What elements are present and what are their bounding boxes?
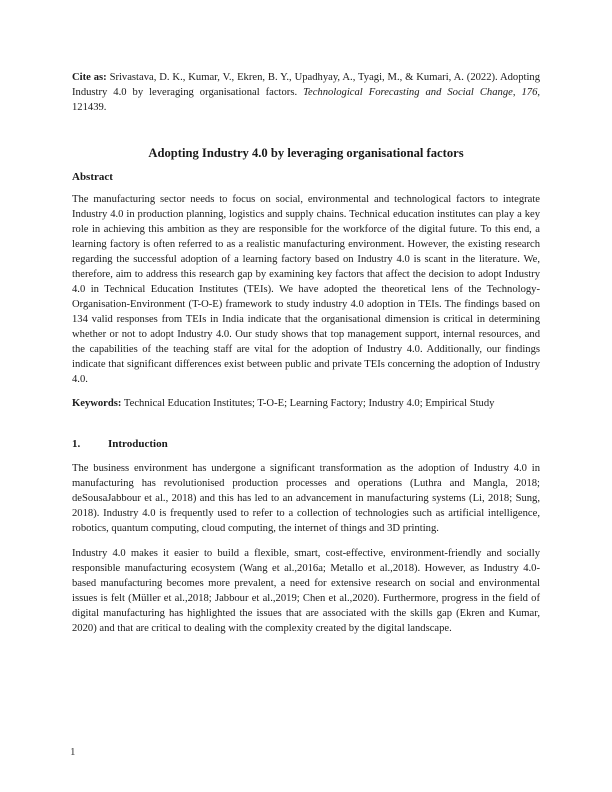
- keywords-text: Technical Education Institutes; T-O-E; Learning Factory; Industry 4.0; Empirical Study: [121, 398, 495, 409]
- citation-volume: 176: [521, 87, 538, 98]
- intro-paragraph-1: The business environment has undergone a significant transformation as the adoption of Industry 4.0 in manufacturing has revolutionised production processes and operations (Luthra and Mangla, 2018; deSousaJabbour et al., 2018) and this has led to an advancement in manufacturing systems (Li, 2018; Sung, 2018). Industry 4.0 is frequently used to refer to a collection of technologies such as artificial intelligence, robotics, quantum computing, cloud computing, the internet of things and 3D printing.: [72, 463, 540, 534]
- page-number: 1: [70, 746, 76, 758]
- keywords: [72, 396, 540, 411]
- citation-sep: ,: [512, 87, 522, 98]
- citation-label: Cite as:: [72, 72, 107, 83]
- citation-authors: Srivastava, D. K., Kumar, V., Ekren, B. Y., Upadhyay, A., Tyagi, M., & Kumari, A. (2022). Adopting Industry 4.0 by leveraging organisational factors.: [72, 72, 541, 98]
- section-number: 1.: [72, 438, 81, 450]
- abstract-heading: Abstract: [72, 171, 113, 183]
- citation-pages: , 121439.: [72, 87, 541, 113]
- section-heading-introduction: [72, 437, 540, 452]
- paper-title: Adopting Industry 4.0 by leveraging organisational factors: [148, 146, 464, 160]
- keywords-label: Keywords:: [72, 398, 122, 409]
- intro-paragraph-2: Industry 4.0 makes it easier to build a flexible, smart, cost-effective, environment-friendly and socially responsible manufacturing ecosystem (Wang et al.,2016a; Metallo et al.,2018). However, as Industry 4.0-based manufacturing becomes more prevalent, a need for extensive research on social and environmental issues is felt (Müller et al.,2018; Jabbour et al.,2019; Chen et al.,2020). Furthermore, progress in the field of digital manufacturing has highlighted the issues that are associated with the skills gap (Ekren and Kumar, 2020) and that are critical to dealing with the complexity created by the digital landscape.: [72, 548, 540, 634]
- section-title: Introduction: [108, 438, 168, 450]
- abstract-text: The manufacturing sector needs to focus on social, environmental and technological factors to integrate Industry 4.0 in production planning, logistics and supply chains. Technical education institutes can play a key role in achieving this ambition as they are responsible for the workforce of the digital future. To this end, a learning factory is often referred to as a realistic manufacturing environment. However, the existing research regarding the successful adoption of a learning factory based on Industry 4.0 is scant in the literature. We, therefore, aim to address this research gap by examining key factors that affect the decision to adopt Industry 4.0 in Technical Education Institutes (TEIs). We have adopted the theoretical lens of the Technology-Organisation-Environment (T-O-E) framework to study industry 4.0 adoption in TEIs. The findings based on 134 valid responses from TEIs in India indicate that the organisational dimension is critical in determining whether or not to adopt Industry 4.0. Our study shows that top management support, internal resources, and the capabilities of the teaching staff are vital for the adoption of Industry 4.0. Additionally, our findings indicate that significant differences exist between public and private TEIs concerning the adoption of Industry 4.0.: [72, 194, 540, 385]
- citation: [72, 70, 540, 115]
- document-page: [72, 70, 540, 636]
- citation-journal: Technological Forecasting and Social Change: [303, 87, 513, 98]
